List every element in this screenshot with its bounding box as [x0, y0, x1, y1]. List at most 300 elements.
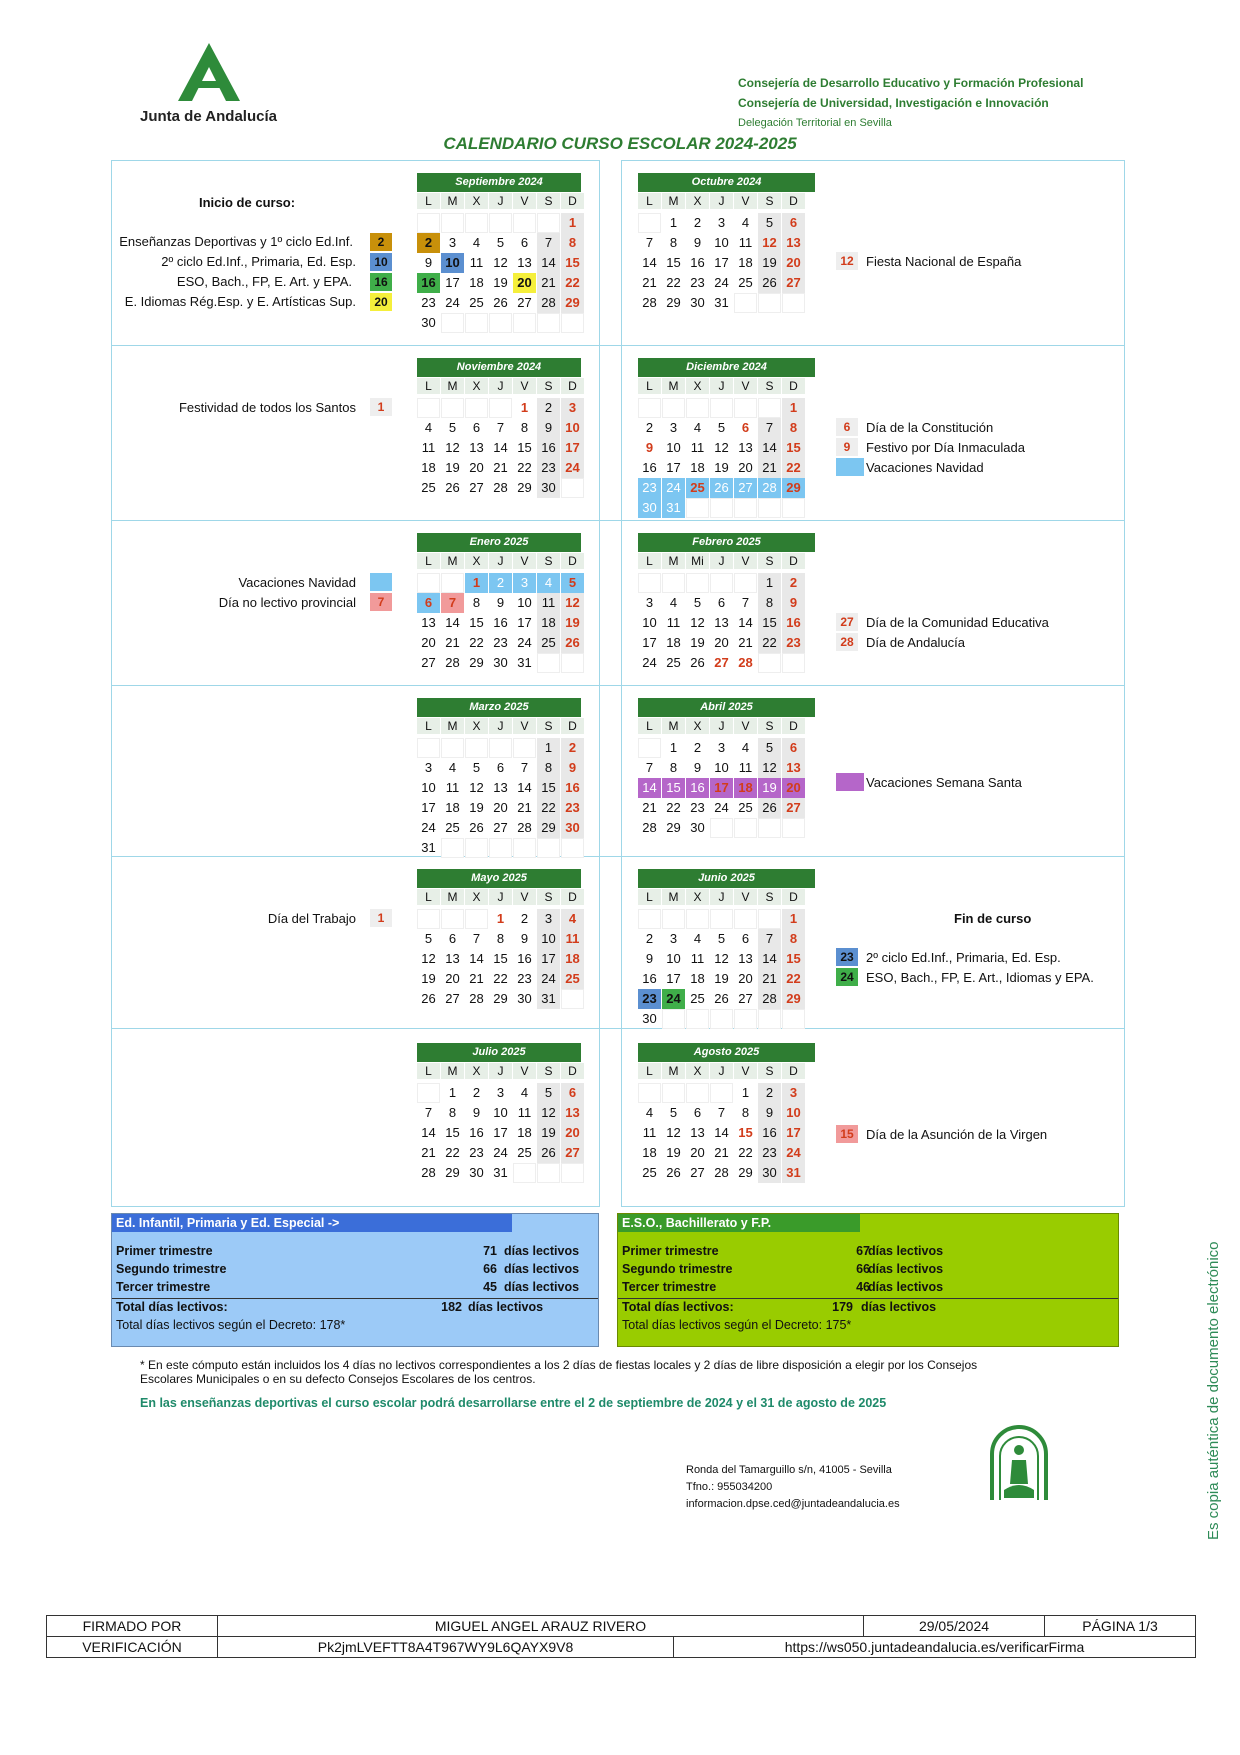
weekday-header: D — [782, 378, 805, 394]
email-link[interactable]: informacion.dpse.ced@juntadeandalucia.es — [686, 1498, 900, 1510]
day-cell: 29 — [666, 295, 681, 310]
day-cell: 24 — [642, 655, 657, 670]
day-cell: 24 — [662, 478, 685, 498]
empty-cell — [417, 213, 440, 233]
day-cell: 20 — [445, 971, 460, 986]
day-cell: 8 — [496, 931, 505, 946]
calendar-sept — [417, 193, 584, 333]
day-cell: 3 — [537, 909, 560, 929]
day-cell: 30 — [421, 315, 436, 330]
verify-key: VERIFICACIÓN — [47, 1637, 218, 1658]
empty-cell — [638, 573, 661, 593]
day-cell: 20 — [493, 800, 508, 815]
weekday-header: X — [465, 718, 488, 734]
cal-title-nov: Noviembre 2024 — [417, 358, 581, 377]
day-cell: 18 — [469, 275, 484, 290]
day-cell: 1 — [496, 911, 505, 926]
legend-label: Día de la Asunción de la Virgen — [866, 1127, 1048, 1142]
empty-cell — [758, 398, 781, 418]
phone-line: Tfno.: 955034200 — [686, 1481, 773, 1493]
day-cell: 18 — [421, 460, 436, 475]
weekday-header: V — [734, 553, 757, 569]
day-cell: 16 — [758, 1123, 781, 1143]
day-cell: 18 — [517, 1125, 532, 1140]
weekday-header: V — [513, 889, 536, 905]
cal-title-dic: Diciembre 2024 — [638, 358, 815, 377]
summary-infantil — [111, 1213, 599, 1347]
legend-label: ESO, Bach., FP, E. Art. y EPA. — [176, 274, 352, 289]
empty-cell — [686, 1083, 709, 1103]
day-cell: 27 — [714, 655, 729, 670]
day-cell: 23 — [690, 800, 705, 815]
day-cell: 22 — [782, 458, 805, 478]
calendar-ago — [638, 1063, 805, 1183]
day-cell: 11 — [642, 1125, 657, 1140]
day-cell: 28 — [642, 295, 657, 310]
weekday-header: S — [758, 718, 781, 734]
day-cell: 28 — [445, 655, 460, 670]
weekday-header: D — [782, 1063, 805, 1079]
empty-cell — [758, 818, 781, 838]
inicio-label: Inicio de curso: — [199, 195, 296, 210]
legend-label: Día de la Comunidad Educativa — [866, 615, 1049, 630]
legend-chip: 20 — [370, 293, 392, 311]
cal-title-mar: Marzo 2025 — [417, 698, 581, 717]
day-cell: 18 — [734, 778, 757, 798]
day-cell: 31 — [517, 655, 532, 670]
empty-cell — [537, 213, 560, 233]
empty-cell — [638, 909, 661, 929]
day-cell: 11 — [690, 951, 705, 966]
empty-cell — [782, 293, 805, 313]
weekday-header: L — [638, 553, 661, 569]
summary-label: Segundo trimestre — [622, 1262, 733, 1276]
weekday-header: X — [686, 378, 709, 394]
weekday-header: J — [710, 378, 733, 394]
legend-swatch — [836, 773, 864, 791]
day-cell: 4 — [561, 909, 584, 929]
day-cell: 19 — [421, 971, 436, 986]
legend-chip: 1 — [370, 909, 392, 927]
empty-cell — [734, 398, 757, 418]
day-cell: 29 — [469, 655, 484, 670]
day-cell: 17 — [714, 255, 729, 270]
day-cell: 1 — [782, 909, 805, 929]
summary-decree: Total días lectivos según el Decreto: 175* — [622, 1318, 852, 1332]
empty-cell — [710, 818, 733, 838]
day-cell: 5 — [693, 595, 702, 610]
legend-chip: 23 — [836, 948, 858, 966]
day-cell: 16 — [561, 778, 584, 798]
empty-cell — [441, 738, 464, 758]
address-line: Ronda del Tamarguillo s/n, 41005 - Sevilla — [686, 1464, 892, 1476]
day-cell: 21 — [738, 635, 753, 650]
legend-label: Vacaciones Semana Santa — [866, 775, 1022, 790]
summary-total-value: 182 — [441, 1300, 462, 1314]
day-cell: 23 — [561, 798, 584, 818]
page-number: PÁGINA 1/3 — [1045, 1616, 1196, 1637]
weekday-header: J — [489, 378, 512, 394]
dept-line-3: Delegación Territorial en Sevilla — [738, 117, 892, 129]
summary-value: 71 — [483, 1244, 497, 1258]
day-cell: 25 — [421, 480, 436, 495]
sign-key: FIRMADO POR — [47, 1616, 218, 1637]
day-cell: 28 — [421, 1165, 436, 1180]
day-cell: 3 — [448, 235, 457, 250]
day-cell: 20 — [738, 971, 753, 986]
day-cell: 20 — [561, 1123, 584, 1143]
day-cell: 1 — [537, 738, 560, 758]
empty-cell — [441, 313, 464, 333]
day-cell: 13 — [782, 758, 805, 778]
day-cell: 14 — [738, 615, 753, 630]
dept-line-2: Consejería de Universidad, Investigación e Innovación — [738, 96, 1049, 110]
day-cell: 28 — [758, 989, 781, 1009]
empty-cell — [561, 478, 584, 498]
day-cell: 10 — [714, 235, 729, 250]
day-cell: 22 — [666, 800, 681, 815]
weekday-header: M — [662, 193, 685, 209]
empty-cell — [686, 398, 709, 418]
day-cell: 3 — [561, 398, 584, 418]
empty-cell — [662, 1009, 685, 1029]
weekday-header: J — [710, 193, 733, 209]
day-cell: 8 — [537, 758, 560, 778]
day-cell: 10 — [441, 253, 464, 273]
summary-total-label: Total días lectivos: — [622, 1300, 734, 1314]
day-cell: 28 — [537, 293, 560, 313]
summary-header: Ed. Infantil, Primaria y Ed. Especial -> — [112, 1214, 512, 1232]
legend-label: Festividad de todos los Santos — [178, 400, 356, 415]
day-cell: 24 — [561, 458, 584, 478]
day-cell: 13 — [561, 1103, 584, 1123]
weekday-header: M — [441, 193, 464, 209]
day-cell: 9 — [693, 760, 702, 775]
empty-cell — [441, 838, 464, 858]
day-cell: 4 — [741, 740, 750, 755]
day-cell: 8 — [448, 1105, 457, 1120]
row-divider — [111, 1028, 1124, 1029]
day-cell: 15 — [738, 1125, 753, 1140]
empty-cell — [489, 213, 512, 233]
weekday-header: X — [465, 193, 488, 209]
day-cell: 26 — [710, 478, 733, 498]
day-cell: 26 — [758, 798, 781, 818]
summary-label: Primer trimestre — [622, 1244, 719, 1258]
legend-chip: 1 — [370, 398, 392, 416]
day-cell: 16 — [642, 460, 657, 475]
day-cell: 26 — [561, 633, 584, 653]
day-cell: 15 — [493, 951, 508, 966]
empty-cell — [782, 818, 805, 838]
calendar-jun — [638, 889, 805, 1029]
weekday-header: L — [417, 718, 440, 734]
day-cell: 25 — [445, 820, 460, 835]
day-cell: 5 — [537, 1083, 560, 1103]
day-cell: 2 — [693, 740, 702, 755]
legend-chip: 7 — [370, 593, 392, 611]
day-cell: 2 — [417, 233, 440, 253]
empty-cell — [638, 1083, 661, 1103]
empty-cell — [465, 313, 488, 333]
day-cell: 13 — [445, 951, 460, 966]
cal-title-jul: Julio 2025 — [417, 1043, 581, 1062]
day-cell: 26 — [537, 1143, 560, 1163]
org-name: Junta de Andalucía — [140, 108, 277, 125]
empty-cell — [782, 653, 805, 673]
row-divider — [111, 345, 1124, 346]
weekday-header: J — [489, 553, 512, 569]
empty-cell — [441, 909, 464, 929]
calendar-feb — [638, 553, 805, 673]
summary-total-value: 179 — [832, 1300, 853, 1314]
calendar-dic — [638, 378, 805, 518]
cal-title-ene: Enero 2025 — [417, 533, 581, 552]
calendar-oct — [638, 193, 805, 313]
empty-cell — [465, 398, 488, 418]
legend-label: Día de Andalucía — [866, 635, 966, 650]
day-cell: 10 — [421, 780, 436, 795]
empty-cell — [513, 213, 536, 233]
empty-cell — [710, 498, 733, 518]
day-cell: 15 — [782, 438, 805, 458]
empty-cell — [782, 498, 805, 518]
day-cell: 13 — [517, 255, 532, 270]
summary-value: 66 — [856, 1262, 870, 1276]
legend-label: Vacaciones Navidad — [238, 575, 356, 590]
day-cell: 24 — [421, 820, 436, 835]
fin-label: Fin de curso — [954, 911, 1032, 926]
empty-cell — [465, 838, 488, 858]
day-cell: 4 — [645, 1105, 654, 1120]
page-title: CALENDARIO CURSO ESCOLAR 2024-2025 — [443, 134, 797, 153]
day-cell: 31 — [782, 1163, 805, 1183]
day-cell: 10 — [561, 418, 584, 438]
day-cell: 22 — [782, 969, 805, 989]
day-cell: 10 — [642, 615, 657, 630]
legend-chip: 12 — [836, 252, 858, 270]
empty-cell — [734, 498, 757, 518]
day-cell: 12 — [666, 1125, 681, 1140]
empty-cell — [734, 573, 757, 593]
day-cell: 2 — [693, 215, 702, 230]
day-cell: 22 — [537, 798, 560, 818]
verify-url[interactable]: https://ws050.juntadeandalucia.es/verificarFirma — [674, 1637, 1196, 1658]
legend-label: Día no lectivo provincial — [218, 595, 356, 610]
day-cell: 29 — [517, 480, 532, 495]
empty-cell — [734, 1009, 757, 1029]
weekday-header: S — [758, 378, 781, 394]
day-cell: 9 — [561, 758, 584, 778]
day-cell: 19 — [561, 613, 584, 633]
day-cell: 15 — [469, 615, 484, 630]
weekday-header: M — [662, 889, 685, 905]
day-cell: 1 — [669, 740, 678, 755]
day-cell: 13 — [738, 440, 753, 455]
day-cell: 17 — [421, 800, 436, 815]
weekday-header: D — [782, 193, 805, 209]
calendar-nov — [417, 378, 584, 498]
day-cell: 4 — [537, 573, 560, 593]
signer-name: MIGUEL ANGEL ARAUZ RIVERO — [218, 1616, 864, 1637]
day-cell: 6 — [717, 595, 726, 610]
weekday-header: X — [465, 1063, 488, 1079]
day-cell: 24 — [662, 989, 685, 1009]
weekday-header: S — [537, 718, 560, 734]
empty-cell — [417, 738, 440, 758]
summary-value: 66 — [483, 1262, 497, 1276]
day-cell: 21 — [642, 800, 657, 815]
empty-cell — [710, 909, 733, 929]
day-cell: 4 — [424, 420, 433, 435]
day-cell: 7 — [717, 1105, 726, 1120]
day-cell: 29 — [782, 478, 805, 498]
day-cell: 17 — [642, 635, 657, 650]
weekday-header: J — [710, 553, 733, 569]
weekday-header: S — [537, 1063, 560, 1079]
empty-cell — [537, 313, 560, 333]
day-cell: 25 — [690, 991, 705, 1006]
weekday-header: V — [513, 718, 536, 734]
summary-unit: días lectivos — [868, 1262, 944, 1276]
day-cell: 27 — [561, 1143, 584, 1163]
day-cell: 30 — [517, 991, 532, 1006]
empty-cell — [537, 838, 560, 858]
day-cell: 14 — [493, 440, 508, 455]
empty-cell — [734, 293, 757, 313]
day-cell: 30 — [638, 498, 661, 518]
day-cell: 26 — [758, 273, 781, 293]
day-cell: 1 — [782, 398, 805, 418]
day-cell: 6 — [520, 235, 529, 250]
empty-cell — [662, 1083, 685, 1103]
day-cell: 8 — [520, 420, 529, 435]
empty-cell — [513, 738, 536, 758]
calendar-abr — [638, 718, 805, 838]
day-cell: 30 — [758, 1163, 781, 1183]
empty-cell — [758, 909, 781, 929]
day-cell: 27 — [738, 991, 753, 1006]
day-cell: 12 — [421, 951, 436, 966]
summary-unit: días lectivos — [468, 1300, 544, 1314]
cal-title-ago: Agosto 2025 — [638, 1043, 815, 1062]
day-cell: 29 — [738, 1165, 753, 1180]
day-cell: 24 — [517, 635, 532, 650]
day-cell: 24 — [537, 969, 560, 989]
day-cell: 2 — [489, 573, 512, 593]
cal-title-may: Mayo 2025 — [417, 869, 581, 888]
day-cell: 13 — [782, 233, 805, 253]
day-cell: 19 — [445, 460, 460, 475]
empty-cell — [537, 653, 560, 673]
day-cell: 21 — [517, 800, 532, 815]
weekday-header: V — [734, 378, 757, 394]
day-cell: 22 — [666, 275, 681, 290]
day-cell: 6 — [741, 931, 750, 946]
day-cell: 10 — [517, 595, 532, 610]
day-cell: 11 — [561, 929, 584, 949]
day-cell: 13 — [469, 440, 484, 455]
day-cell: 29 — [782, 989, 805, 1009]
day-cell: 31 — [662, 498, 685, 518]
andalucia-emblem-icon — [988, 1420, 1050, 1502]
weekday-header: J — [710, 1063, 733, 1079]
summary-unit: días lectivos — [861, 1300, 937, 1314]
day-cell: 27 — [517, 295, 532, 310]
weekday-header: V — [513, 193, 536, 209]
legend-chip: 16 — [370, 273, 392, 291]
day-cell: 5 — [758, 213, 781, 233]
day-cell: 18 — [537, 613, 560, 633]
day-cell: 3 — [782, 1083, 805, 1103]
day-cell: 9 — [496, 595, 505, 610]
day-cell: 1 — [669, 215, 678, 230]
summary-unit: días lectivos — [504, 1280, 580, 1294]
day-cell: 14 — [642, 255, 657, 270]
empty-cell — [441, 573, 464, 593]
empty-cell — [561, 313, 584, 333]
day-cell: 9 — [645, 951, 654, 966]
day-cell: 5 — [472, 760, 481, 775]
day-cell: 22 — [493, 971, 508, 986]
day-cell: 28 — [758, 478, 781, 498]
day-cell: 1 — [741, 1085, 750, 1100]
weekday-header: D — [561, 193, 584, 209]
weekday-header: J — [710, 889, 733, 905]
summary-label: Tercer trimestre — [622, 1280, 717, 1294]
day-cell: 10 — [666, 440, 681, 455]
empty-cell — [758, 1009, 781, 1029]
day-cell: 20 — [738, 460, 753, 475]
day-cell: 23 — [690, 275, 705, 290]
day-cell: 19 — [493, 275, 508, 290]
day-cell: 15 — [662, 778, 685, 798]
day-cell: 19 — [666, 1145, 681, 1160]
day-cell: 9 — [645, 440, 654, 455]
legend-label: 2º ciclo Ed.Inf., Primaria, Ed. Esp. — [866, 950, 1061, 965]
empty-cell — [441, 213, 464, 233]
day-cell: 26 — [445, 480, 460, 495]
day-cell: 2 — [520, 911, 529, 926]
day-cell: 21 — [758, 458, 781, 478]
day-cell: 9 — [520, 931, 529, 946]
day-cell: 30 — [642, 1011, 657, 1026]
day-cell: 17 — [493, 1125, 508, 1140]
legend-chip: 10 — [370, 253, 392, 271]
empty-cell — [561, 653, 584, 673]
weekday-header: S — [758, 1063, 781, 1079]
day-cell: 27 — [445, 991, 460, 1006]
day-cell: 17 — [666, 971, 681, 986]
calendar-jul — [417, 1063, 584, 1183]
day-cell: 16 — [517, 951, 532, 966]
day-cell: 16 — [537, 438, 560, 458]
day-cell: 23 — [758, 1143, 781, 1163]
legend-label: Festivo por Día Inmaculada — [866, 440, 1025, 455]
day-cell: 16 — [782, 613, 805, 633]
calendar-mar — [417, 718, 584, 858]
weekday-header: D — [561, 889, 584, 905]
legend-label: Enseñanzas Deportivas y 1º ciclo Ed.Inf. — [119, 234, 353, 249]
day-cell: 28 — [738, 655, 753, 670]
day-cell: 4 — [693, 420, 702, 435]
weekday-header: L — [638, 1063, 661, 1079]
day-cell: 26 — [469, 820, 484, 835]
day-cell: 7 — [741, 595, 750, 610]
empty-cell — [465, 909, 488, 929]
day-cell: 21 — [445, 635, 460, 650]
weekday-header: J — [489, 718, 512, 734]
